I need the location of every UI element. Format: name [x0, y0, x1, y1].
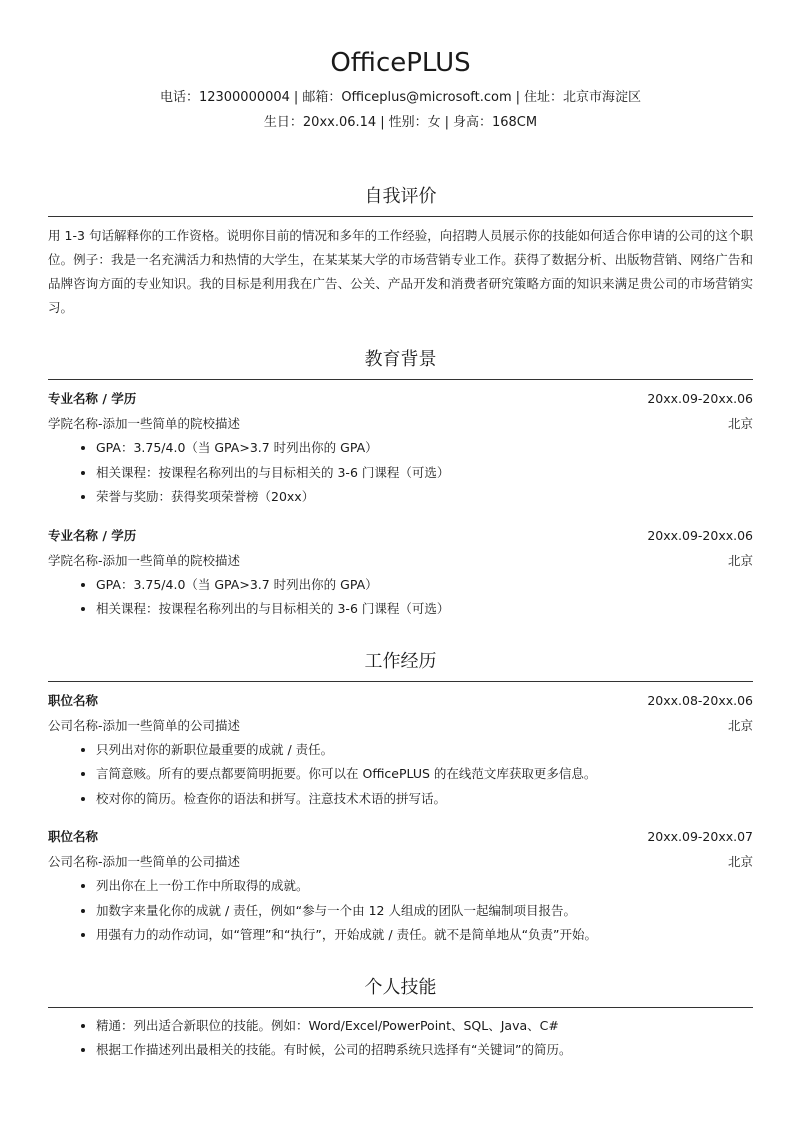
entry-date: 20xx.09-20xx.07: [647, 829, 753, 844]
entry-subtitle: 学院名称-添加一些简单的院校描述: [48, 552, 241, 568]
list-item: • 相关课程：按课程名称列出的与目标相关的 3-6 门课程（可选）: [96, 597, 753, 622]
section-divider: [48, 216, 753, 217]
birthday: 生日：20xx.06.14: [263, 115, 377, 130]
skills-bullets: [48, 1014, 753, 1063]
address: 住址：北京市海淀区: [524, 90, 642, 105]
list-item: • 只列出对你的新职位最重要的成就 / 责任。: [96, 738, 753, 763]
list-item: • 相关课程：按课程名称列出的与目标相关的 3-6 门课程（可选）: [96, 461, 753, 486]
education-section: [48, 348, 753, 622]
separator: |: [515, 90, 521, 105]
section-title-skills: 个人技能: [364, 976, 437, 998]
entry-date: 20xx.08-20xx.06: [647, 692, 753, 708]
entry-heading: 职位名称: [48, 692, 99, 708]
section-divider: [48, 681, 753, 682]
list-item: • 加数字来量化你的成就 / 责任，例如“参与一个由 12 人组成的团队一起编制项目报告。: [96, 899, 753, 924]
education-entry: [48, 386, 753, 510]
work-entry: [48, 688, 753, 812]
entry-location: 北京: [727, 552, 753, 568]
entry-location: 北京: [727, 854, 753, 869]
height: 身高：168CM: [452, 115, 538, 130]
entry-date: 20xx.09-20xx.06: [647, 527, 753, 543]
section-title-summary: 自我评价: [364, 186, 437, 207]
entry-bullets: [48, 436, 753, 510]
list-item: • 精通：列出适合新职位的技能。例如：Word/Excel/PowerPoint、SQL、Java、C#: [96, 1014, 753, 1039]
list-item: • GPA：3.75/4.0（当 GPA>3.7 时列出你的 GPA）: [96, 573, 753, 598]
section-divider: [48, 1007, 753, 1008]
contact-line-2: [48, 110, 753, 135]
entry-subtitle: 公司名称-添加一些简单的公司描述: [48, 717, 241, 733]
skills-section: [48, 976, 753, 1063]
list-item: • 用强有力的动作动词，如“管理”和“执行”，开始成就 / 责任。就不是简单地从“负责”开始。: [96, 923, 753, 948]
gender: 性别：女: [388, 115, 441, 130]
education-entry: [48, 523, 753, 622]
entry-location: 北京: [727, 416, 753, 431]
section-title-education: 教育背景: [364, 349, 437, 370]
work-section: [48, 650, 753, 948]
contact-info: [48, 85, 753, 135]
entry-heading: 专业名称 / 学历: [48, 527, 137, 543]
list-item: • 根据工作描述列出最相关的技能。有时候，公司的招聘系统只选择有“关键词”的简历。: [96, 1038, 753, 1063]
entry-bullets: [48, 738, 753, 812]
list-item: • GPA：3.75/4.0（当 GPA>3.7 时列出你的 GPA）: [96, 436, 753, 461]
entry-bullets: [48, 573, 753, 622]
summary-text: 用 1-3 句话解释你的工作资格。说明你目前的情况和多年的工作经验，向招聘人员展示你的技能如何适合你申请的公司的这个职位。例子：我是一名充满活力和热情的大学生，在某某某大学的市场营销专业工作。获得了数据分析、出版物营销、网络广告和品牌咨询方面的专业知识。我的目标是利用我在广告、公关、产品开发和消费者研究策略方面的知识来满足贵公司的市场营销实习。: [48, 228, 753, 315]
work-entry: [48, 824, 753, 948]
list-item: • 荣誉与奖励：获得奖项荣誉榜（20xx）: [96, 485, 753, 510]
separator: |: [444, 115, 449, 130]
entry-location: 北京: [727, 717, 753, 733]
separator: |: [380, 115, 385, 130]
resume-name: OfficePLUS: [330, 48, 471, 78]
summary-section: [48, 185, 753, 320]
phone: 电话：12300000004: [159, 90, 290, 105]
entry-date: 20xx.09-20xx.06: [647, 391, 753, 406]
entry-heading: 职位名称: [48, 829, 99, 844]
entry-bullets: [48, 874, 753, 948]
section-divider: [48, 379, 753, 380]
section-title-work: 工作经历: [364, 650, 437, 672]
email: 邮箱：Officeplus@microsoft.com: [302, 90, 512, 105]
separator: |: [293, 90, 299, 105]
contact-line-1: [48, 85, 753, 110]
list-item: • 言简意赅。所有的要点都要简明扼要。你可以在 OfficePLUS 的在线范文库获取更多信息。: [96, 762, 753, 787]
entry-heading: 专业名称 / 学历: [48, 391, 137, 406]
entry-subtitle: 公司名称-添加一些简单的公司描述: [48, 854, 241, 869]
list-item: • 列出你在上一份工作中所取得的成就。: [96, 874, 753, 899]
list-item: • 校对你的简历。检查你的语法和拼写。注意技术术语的拼写话。: [96, 787, 753, 812]
entry-subtitle: 学院名称-添加一些简单的院校描述: [48, 416, 241, 431]
